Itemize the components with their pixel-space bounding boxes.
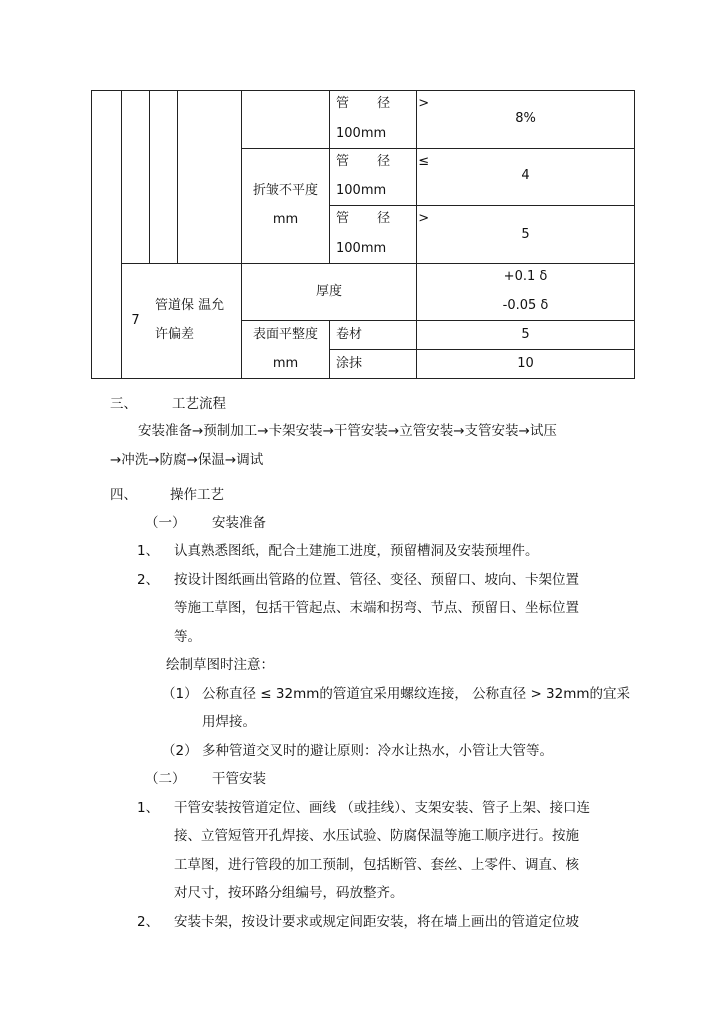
section-title: 操作工艺 bbox=[170, 487, 224, 503]
table-cell-condition: 100mm bbox=[336, 183, 387, 198]
table-cell-item-number: 7 bbox=[131, 313, 140, 328]
table-col-line bbox=[177, 90, 178, 263]
section-number: 四、 bbox=[110, 487, 137, 503]
table-cell-condition: 管 径 > bbox=[336, 96, 442, 111]
table-cell-condition: 管 径 > bbox=[336, 211, 442, 226]
table-cell-label: mm bbox=[272, 356, 299, 371]
list-item-text: 按设计图纸画出管路的位置、管径、变径、预留口、坡向、卡架位置 bbox=[174, 572, 579, 588]
list-item-number: 1、 bbox=[137, 543, 160, 559]
table-cell-method: 卷材 bbox=[336, 327, 363, 342]
table-cell-label: 厚度 bbox=[315, 284, 342, 299]
note-number: （2） bbox=[162, 743, 198, 759]
table-row-line bbox=[329, 205, 634, 206]
list-item-number: 2、 bbox=[137, 914, 160, 930]
note-number: （1） bbox=[162, 686, 198, 702]
table-cell-method: 涂抹 bbox=[336, 356, 363, 371]
list-item-text: 工草图，进行管段的加工预制，包括断管、套丝、上零件、调直、核 bbox=[174, 857, 579, 873]
note-text: 多种管道交叉时的避让原则：冷水让热水，小管让大管等。 bbox=[202, 743, 553, 759]
table-row-line bbox=[241, 148, 634, 149]
table-cell-value: 5 bbox=[521, 327, 530, 342]
subsection-number: （二） bbox=[145, 771, 186, 787]
table-cell-value: +0.1 δ bbox=[503, 269, 548, 284]
table-cell-value: -0.05 δ bbox=[502, 298, 549, 313]
table-cell-value: 5 bbox=[521, 227, 530, 242]
list-item-text: 等施工草图，包括干管起点、末端和拐弯、节点、预留日、坐标位置 bbox=[174, 600, 579, 616]
table-col-line bbox=[329, 90, 330, 263]
list-item-text: 接、立管短管开孔焊接、水压试验、防腐保温等施工顺序进行。按施 bbox=[174, 828, 579, 844]
process-flow-line: →冲洗→防腐→保温→调试 bbox=[110, 452, 264, 468]
table-cell-item-label: 许偏差 bbox=[155, 327, 195, 342]
section-number: 三、 bbox=[110, 396, 137, 412]
table-col-line bbox=[121, 90, 122, 378]
table-cell-label: 折皱不平度 bbox=[252, 183, 318, 198]
table-cell-label: mm bbox=[272, 212, 299, 227]
table-border-left bbox=[91, 90, 92, 378]
list-item-text: 干管安装按管道定位、画线 （或挂线）、支架安装、管子上架、接口连 bbox=[174, 800, 591, 816]
table-cell-value: 8% bbox=[515, 111, 536, 126]
table-cell-item-label: 管道保 温允 bbox=[155, 298, 225, 313]
note-title: 绘制草图时注意： bbox=[166, 657, 274, 673]
note-text: 用焊接。 bbox=[202, 714, 256, 730]
list-item-text: 安装卡架，按设计要求或规定间距安装，将在墙上画出的管道定位坡 bbox=[174, 914, 579, 930]
table-cell-condition: 100mm bbox=[336, 241, 387, 256]
note-text: 公称直径 ≤ 32mm的管道宜采用螺纹连接， 公称直径 > 32mm的宜采 bbox=[202, 686, 631, 702]
list-item-text: 认真熟悉图纸，配合土建施工进度，预留槽洞及安装预埋件。 bbox=[174, 543, 539, 559]
table-cell-condition: 100mm bbox=[336, 126, 387, 141]
table-cell-value: 10 bbox=[517, 356, 534, 371]
table-border-right bbox=[634, 90, 635, 378]
table-cell-label: 表面平整度 bbox=[252, 327, 318, 342]
process-flow-line: 安装准备→预制加工→卡架安装→干管安装→立管安装→支管安装→试压 bbox=[138, 423, 557, 439]
table-row-line bbox=[329, 349, 634, 350]
table-col-line bbox=[149, 90, 150, 263]
list-item-text: 等。 bbox=[174, 629, 201, 645]
list-item-text: 对尺寸，按环路分组编号，码放整齐。 bbox=[174, 885, 404, 901]
subsection-title: 干管安装 bbox=[212, 771, 266, 787]
subsection-number: （一） bbox=[145, 515, 186, 531]
table-border-bottom bbox=[91, 378, 635, 379]
table-row-line bbox=[121, 263, 634, 264]
list-item-number: 1、 bbox=[137, 800, 160, 816]
subsection-title: 安装准备 bbox=[212, 515, 266, 531]
table-row-line bbox=[241, 320, 634, 321]
table-cell-value: 4 bbox=[521, 168, 530, 183]
section-title: 工艺流程 bbox=[172, 396, 226, 412]
table-border-top bbox=[91, 90, 635, 91]
table-cell-condition: 管 径 ≤ bbox=[336, 154, 442, 169]
list-item-number: 2、 bbox=[137, 572, 160, 588]
